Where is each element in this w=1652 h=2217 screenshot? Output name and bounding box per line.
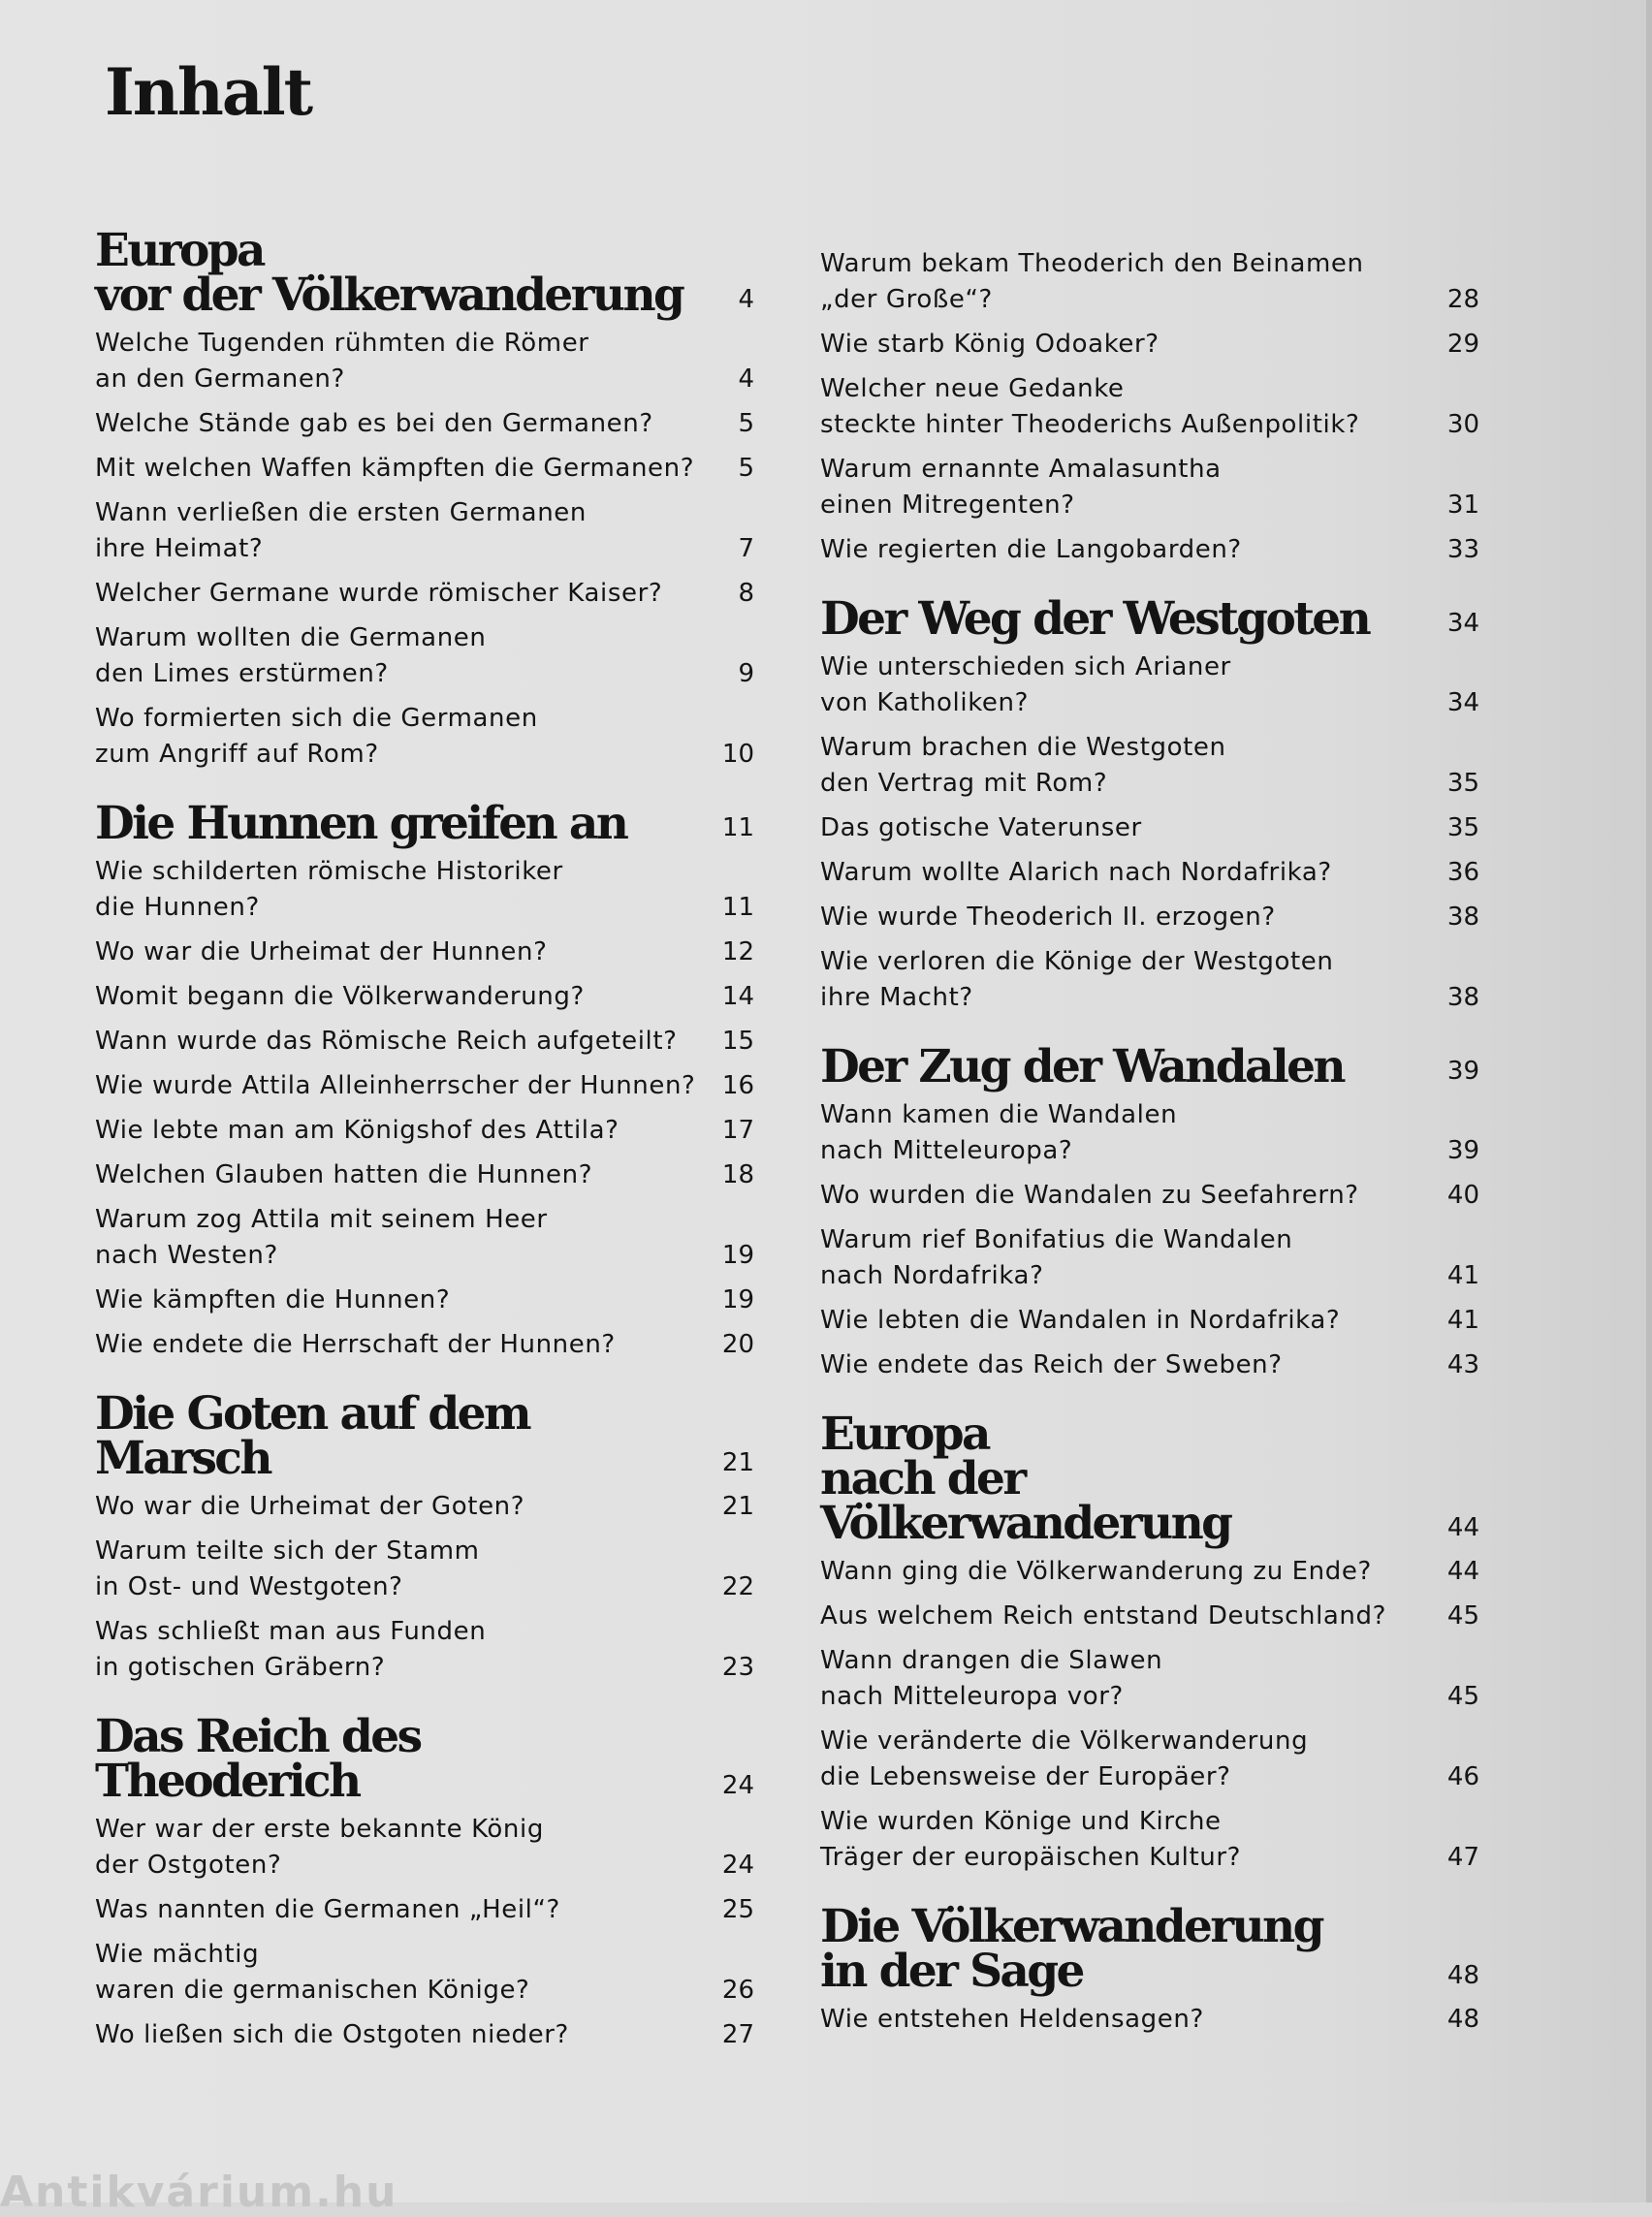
section-title: Das Reich des Theoderich xyxy=(95,1710,421,1808)
section-page-number: 34 xyxy=(1446,609,1479,638)
section-title: Der Weg der Westgoten xyxy=(820,592,1370,646)
toc-entry-question: Wo wurden die Wandalen zu Seefahrern? xyxy=(820,1181,1359,1210)
toc-right-column xyxy=(820,246,1479,2046)
toc-entry-question: Was schließt man aus Funden in gotischen Gräbern? xyxy=(95,1617,487,1682)
toc-entry-page-number: 26 xyxy=(721,1976,754,2005)
toc-entry-question: Warum wollten die Germanen den Limes erstürmen? xyxy=(95,623,487,688)
section-page-number: 11 xyxy=(721,813,754,842)
toc-entry-page-number: 36 xyxy=(1446,858,1479,887)
toc-entry-page-number: 46 xyxy=(1446,1762,1479,1791)
toc-entry-question: Wo ließen sich die Ostgoten nieder? xyxy=(95,2020,569,2049)
toc-entry-page-number: 21 xyxy=(721,1492,754,1521)
toc-entry xyxy=(820,855,1479,891)
toc-entry xyxy=(820,1724,1479,1795)
toc-entry-page-number: 40 xyxy=(1446,1181,1479,1210)
toc-entry-page-number: 16 xyxy=(721,1071,754,1100)
toc-entry-question: Welche Stände gab es bei den Germanen? xyxy=(95,409,653,438)
toc-entry-page-number: 35 xyxy=(1446,769,1479,798)
toc-entry xyxy=(820,1554,1479,1590)
toc-entry xyxy=(820,2002,1479,2038)
section-title: Die Völkerwanderung in der Sage xyxy=(820,1900,1322,1998)
toc-entry xyxy=(95,1068,754,1104)
toc-entry xyxy=(820,1303,1479,1339)
toc-entry-question: Wo war die Urheimat der Hunnen? xyxy=(95,937,548,966)
toc-entry-question: Womit begann die Völkerwanderung? xyxy=(95,982,585,1011)
toc-entry-question: Warum ernannte Amalasuntha einen Mitregenten? xyxy=(820,455,1222,520)
toc-entry xyxy=(95,854,754,926)
toc-entry-page-number: 4 xyxy=(738,364,754,394)
toc-entry-question: Wann ging die Völkerwanderung zu Ende? xyxy=(820,1557,1372,1586)
section-title: Der Zug der Wandalen xyxy=(820,1040,1344,1093)
toc-entry-page-number: 18 xyxy=(721,1160,754,1189)
toc-entry-question: Mit welchen Waffen kämpften die Germanen? xyxy=(95,454,695,483)
toc-entry xyxy=(820,452,1479,523)
toc-entry-question: Warum zog Attila mit seinem Heer nach Westen? xyxy=(95,1205,548,1270)
toc-entry xyxy=(820,532,1479,568)
toc-section xyxy=(95,1387,754,1686)
toc-entry xyxy=(95,576,754,612)
toc-entry xyxy=(95,1113,754,1149)
toc-entry xyxy=(95,1937,754,2009)
toc-section xyxy=(820,1900,1479,2038)
toc-entry-question: Warum wollte Alarich nach Nordafrika? xyxy=(820,858,1332,887)
toc-entry-page-number: 41 xyxy=(1446,1306,1479,1335)
section-title: Die Hunnen greifen an xyxy=(95,797,627,850)
toc-entry-question: Wie entstehen Heldensagen? xyxy=(820,2005,1204,2034)
toc-entry xyxy=(820,1804,1479,1876)
toc-section xyxy=(820,592,1479,1016)
toc-entry xyxy=(95,1892,754,1928)
toc-entry-question: Warum rief Bonifatius die Wandalen nach Nordafrika? xyxy=(820,1225,1293,1290)
toc-entry xyxy=(820,1599,1479,1634)
section-page-number: 39 xyxy=(1446,1057,1479,1086)
toc-entry-page-number: 9 xyxy=(738,659,754,688)
toc-entry-question: Wo formierten sich die Germanen zum Angriff auf Rom? xyxy=(95,704,538,769)
toc-entry-page-number: 12 xyxy=(721,937,754,966)
toc-entry xyxy=(820,944,1479,1016)
section-heading-row xyxy=(820,1900,1479,1998)
toc-entry-question: Warum bekam Theoderich den Beinamen „der Große“? xyxy=(820,249,1364,314)
toc-entry xyxy=(95,620,754,692)
toc-entry-question: Wann wurde das Römische Reich aufgeteilt? xyxy=(95,1027,678,1056)
toc-entry-question: Wie schilderten römische Historiker die Hunnen? xyxy=(95,857,563,922)
toc-entry-page-number: 25 xyxy=(721,1895,754,1924)
section-title: Die Goten auf dem Marsch xyxy=(95,1387,530,1485)
toc-entry-page-number: 5 xyxy=(738,409,754,438)
toc-left-column xyxy=(95,224,754,2062)
toc-entry-question: Wie veränderte die Völkerwanderung die Lebensweise der Europäer? xyxy=(820,1726,1309,1791)
toc-entry xyxy=(820,246,1479,318)
toc-entry-page-number: 27 xyxy=(721,2020,754,2049)
toc-entry xyxy=(95,1283,754,1318)
toc-entry xyxy=(820,649,1479,721)
toc-entry-question: Wie regierten die Langobarden? xyxy=(820,535,1242,564)
toc-entry xyxy=(820,900,1479,935)
toc-entry xyxy=(95,1812,754,1884)
toc-entry-question: Warum brachen die Westgoten den Vertrag mit Rom? xyxy=(820,733,1226,798)
toc-entry xyxy=(95,1202,754,1274)
toc-entry-question: Wie lebte man am Königshof des Attila? xyxy=(95,1116,620,1145)
toc-entry-page-number: 47 xyxy=(1446,1843,1479,1872)
toc-entry xyxy=(95,406,754,442)
section-page-number: 24 xyxy=(721,1771,754,1800)
toc-section xyxy=(95,224,754,773)
toc-entry-page-number: 7 xyxy=(738,534,754,563)
toc-entry xyxy=(820,1643,1479,1715)
toc-entry-page-number: 8 xyxy=(738,579,754,608)
toc-entry-page-number: 48 xyxy=(1446,2005,1479,2034)
toc-entry-page-number: 5 xyxy=(738,454,754,483)
toc-entry xyxy=(95,451,754,487)
section-heading-row xyxy=(95,1387,754,1485)
toc-entry xyxy=(95,1327,754,1363)
toc-entry-question: Wie endete die Herrschaft der Hunnen? xyxy=(95,1330,616,1359)
toc-entry xyxy=(95,1157,754,1193)
toc-entry xyxy=(95,701,754,773)
section-page-number: 4 xyxy=(738,285,754,314)
page-edge-shadow xyxy=(1646,0,1652,2202)
toc-entry-question: Wie starb König Odoaker? xyxy=(820,330,1160,359)
toc-section xyxy=(820,1040,1479,1383)
toc-entry-question: Aus welchem Reich entstand Deutschland? xyxy=(820,1601,1387,1631)
toc-entry-question: Wie mächtig waren die germanischen Könige? xyxy=(95,1940,530,2005)
toc-entry-question: Das gotische Vaterunser xyxy=(820,813,1142,842)
toc-entry xyxy=(820,810,1479,846)
toc-entry xyxy=(95,934,754,970)
page-title: Inhalt xyxy=(105,54,312,130)
toc-entry-page-number: 31 xyxy=(1446,491,1479,520)
toc-entry-page-number: 15 xyxy=(721,1027,754,1056)
toc-entry-question: Wie verloren die Könige der Westgoten ihre Macht? xyxy=(820,947,1334,1012)
toc-entry-page-number: 39 xyxy=(1446,1136,1479,1165)
toc-entry-page-number: 38 xyxy=(1446,903,1479,932)
toc-entry-question: Wie wurden Könige und Kirche Träger der europäischen Kultur? xyxy=(820,1807,1242,1872)
toc-entry xyxy=(95,979,754,1015)
toc-entry-page-number: 38 xyxy=(1446,983,1479,1012)
toc-entry-question: Wie wurde Theoderich II. erzogen? xyxy=(820,903,1276,932)
toc-section xyxy=(820,246,1479,568)
toc-entry-question: Wie unterschieden sich Arianer von Katholiken? xyxy=(820,652,1231,717)
toc-entry xyxy=(820,1178,1479,1214)
section-title: Europa nach der Völkerwanderung xyxy=(820,1408,1231,1550)
watermark: Antikvárium.hu xyxy=(0,2168,398,2217)
toc-entry xyxy=(95,326,754,397)
toc-entry xyxy=(95,1024,754,1060)
toc-section xyxy=(95,797,754,1363)
toc-entry-page-number: 33 xyxy=(1446,535,1479,564)
toc-section xyxy=(95,1710,754,2053)
toc-entry-page-number: 19 xyxy=(721,1241,754,1270)
toc-entry xyxy=(820,327,1479,363)
toc-entry-page-number: 43 xyxy=(1446,1350,1479,1379)
toc-entry-question: Wann drangen die Slawen nach Mitteleuropa vor? xyxy=(820,1646,1163,1711)
toc-entry xyxy=(95,1614,754,1686)
toc-entry-page-number: 24 xyxy=(721,1851,754,1880)
section-heading-row xyxy=(95,224,754,322)
toc-entry-page-number: 23 xyxy=(721,1653,754,1682)
section-heading-row xyxy=(820,1408,1479,1550)
toc-entry-question: Wie lebten die Wandalen in Nordafrika? xyxy=(820,1306,1341,1335)
toc-entry-question: Wie wurde Attila Alleinherrscher der Hunnen? xyxy=(95,1071,696,1100)
toc-entry-question: Welchen Glauben hatten die Hunnen? xyxy=(95,1160,593,1189)
toc-entry-question: Wie kämpften die Hunnen? xyxy=(95,1285,451,1314)
section-heading-row xyxy=(95,797,754,850)
section-page-number: 21 xyxy=(721,1448,754,1477)
toc-entry-question: Was nannten die Germanen „Heil“? xyxy=(95,1895,560,1924)
toc-entry-page-number: 10 xyxy=(721,740,754,769)
section-heading-row xyxy=(820,592,1479,646)
section-page-number: 44 xyxy=(1446,1513,1479,1542)
toc-entry-page-number: 28 xyxy=(1446,285,1479,314)
toc-entry xyxy=(820,1222,1479,1294)
toc-entry-page-number: 44 xyxy=(1446,1557,1479,1586)
toc-entry-page-number: 41 xyxy=(1446,1261,1479,1290)
section-title: Europa vor der Völkerwanderung xyxy=(95,224,683,322)
toc-entry xyxy=(95,1489,754,1525)
section-heading-row xyxy=(95,1710,754,1808)
toc-entry-question: Wann verließen die ersten Germanen ihre Heimat? xyxy=(95,498,587,563)
toc-entry-page-number: 35 xyxy=(1446,813,1479,842)
toc-entry-question: Wann kamen die Wandalen nach Mitteleuropa? xyxy=(820,1100,1178,1165)
toc-entry-page-number: 45 xyxy=(1446,1682,1479,1711)
toc-entry xyxy=(95,1534,754,1605)
toc-entry-page-number: 11 xyxy=(721,893,754,922)
toc-entry-page-number: 45 xyxy=(1446,1601,1479,1631)
toc-entry xyxy=(95,2017,754,2053)
toc-entry xyxy=(820,371,1479,443)
toc-entry-page-number: 30 xyxy=(1446,410,1479,439)
toc-entry-question: Welcher Germane wurde römischer Kaiser? xyxy=(95,579,663,608)
section-page-number: 48 xyxy=(1446,1961,1479,1990)
toc-entry-page-number: 34 xyxy=(1446,688,1479,717)
toc-section xyxy=(820,1408,1479,1876)
toc-entry-question: Wo war die Urheimat der Goten? xyxy=(95,1492,525,1521)
toc-entry-page-number: 19 xyxy=(721,1285,754,1314)
toc-entry-question: Warum teilte sich der Stamm in Ost- und Westgoten? xyxy=(95,1536,480,1601)
toc-entry-page-number: 20 xyxy=(721,1330,754,1359)
section-heading-row xyxy=(820,1040,1479,1093)
toc-entry-page-number: 29 xyxy=(1446,330,1479,359)
toc-entry-page-number: 17 xyxy=(721,1116,754,1145)
toc-entry xyxy=(95,495,754,567)
toc-entry-question: Welcher neue Gedanke steckte hinter Theoderichs Außenpolitik? xyxy=(820,374,1360,439)
toc-entry xyxy=(820,1347,1479,1383)
toc-entry xyxy=(820,730,1479,802)
toc-entry-question: Wie endete das Reich der Sweben? xyxy=(820,1350,1283,1379)
toc-entry-page-number: 22 xyxy=(721,1572,754,1601)
toc-entry-question: Wer war der erste bekannte König der Ostgoten? xyxy=(95,1815,544,1880)
toc-entry-question: Welche Tugenden rühmten die Römer an den Germanen? xyxy=(95,329,589,394)
toc-entry-page-number: 14 xyxy=(721,982,754,1011)
toc-entry xyxy=(820,1097,1479,1169)
